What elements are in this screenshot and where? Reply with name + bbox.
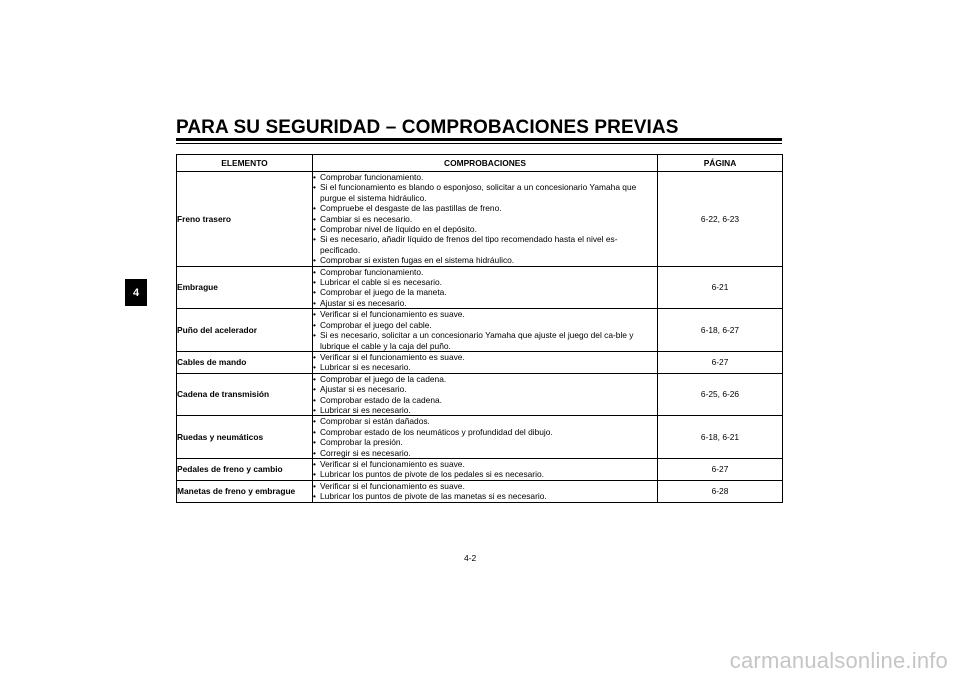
row-checks (313, 373, 658, 416)
row-item: Embrague (177, 266, 313, 309)
check-item: • Comprobar si existen fugas en el sistema hidráulico. (313, 255, 657, 265)
table-row (177, 373, 783, 416)
row-checks (313, 416, 658, 459)
checks-table (176, 154, 783, 503)
check-item: • Compruebe el desgaste de las pastillas de freno. (313, 203, 657, 213)
table-body (177, 172, 783, 503)
check-item: • Si es necesario, solicitar a un concesionario Yamaha que ajuste el juego del ca-ble y lubrique el cable y la caja del puño. (313, 330, 657, 351)
header-rule-thin (176, 143, 782, 144)
row-page-ref: 6-27 (658, 458, 783, 480)
check-list (313, 416, 657, 458)
table-row (177, 458, 783, 480)
table-row (177, 416, 783, 459)
page-title: PARA SU SEGURIDAD – COMPROBACIONES PREVIAS (176, 117, 679, 138)
row-page-ref: 6-22, 6-23 (658, 172, 783, 267)
row-item: Cables de mando (177, 351, 313, 373)
check-item: • Comprobar el juego de la maneta. (313, 287, 657, 297)
check-list (313, 481, 657, 502)
table-row (177, 309, 783, 352)
check-item: • Comprobar estado de los neumáticos y profundidad del dibujo. (313, 427, 657, 437)
row-item: Cadena de transmisión (177, 373, 313, 416)
check-item: • Comprobar estado de la cadena. (313, 395, 657, 405)
check-item: • Ajustar si es necesario. (313, 384, 657, 394)
header-rule (176, 138, 782, 141)
row-page-ref: 6-25, 6-26 (658, 373, 783, 416)
check-item: • Lubricar si es necesario. (313, 362, 657, 372)
page-number: 4-2 (464, 553, 477, 563)
check-item: • Lubricar el cable si es necesario. (313, 277, 657, 287)
row-checks (313, 458, 658, 480)
row-item: Pedales de freno y cambio (177, 458, 313, 480)
check-item: • Comprobar funcionamiento. (313, 172, 657, 182)
check-item: • Comprobar la presión. (313, 437, 657, 447)
check-list (313, 267, 657, 309)
row-item: Manetas de freno y embrague (177, 480, 313, 502)
check-list (313, 172, 657, 266)
row-page-ref: 6-18, 6-27 (658, 309, 783, 352)
table-row (177, 172, 783, 267)
check-item: • Comprobar funcionamiento. (313, 267, 657, 277)
check-item: • Lubricar si es necesario. (313, 405, 657, 415)
row-checks (313, 309, 658, 352)
row-page-ref: 6-28 (658, 480, 783, 502)
column-header-pagina: PÁGINA (658, 155, 783, 172)
row-page-ref: 6-27 (658, 351, 783, 373)
table-row (177, 351, 783, 373)
check-item: • Si el funcionamiento es blando o esponjoso, solicitar a un concesionario Yamaha que purgue el sistema hidráulico. (313, 182, 657, 203)
check-list (313, 374, 657, 416)
check-item: • Lubricar los puntos de pivote de las manetas si es necesario. (313, 491, 657, 501)
chapter-tab (125, 279, 147, 306)
column-header-comprobaciones: COMPROBACIONES (313, 155, 658, 172)
check-item: • Verificar si el funcionamiento es suave. (313, 481, 657, 491)
table-row (177, 266, 783, 309)
check-item: • Comprobar nivel de líquido en el depósito. (313, 224, 657, 234)
table-row (177, 480, 783, 502)
check-item: • Verificar si el funcionamiento es suave. (313, 309, 657, 319)
row-checks (313, 480, 658, 502)
row-item: Puño del acelerador (177, 309, 313, 352)
check-list (313, 459, 657, 480)
row-item: Freno trasero (177, 172, 313, 267)
check-item: • Lubricar los puntos de pivote de los pedales si es necesario. (313, 469, 657, 479)
check-item: • Verificar si el funcionamiento es suave. (313, 459, 657, 469)
row-item: Ruedas y neumáticos (177, 416, 313, 459)
chapter-tab-label: 4 (132, 286, 140, 299)
row-checks (313, 172, 658, 267)
row-page-ref: 6-21 (658, 266, 783, 309)
row-page-ref: 6-18, 6-21 (658, 416, 783, 459)
watermark: carmanualsonline.info (729, 648, 948, 673)
check-item: • Comprobar si están dañados. (313, 416, 657, 426)
check-item: • Si es necesario, añadir líquido de frenos del tipo recomendado hasta el nivel es-pecificado. (313, 234, 657, 255)
check-item: • Ajustar si es necesario. (313, 298, 657, 308)
row-checks (313, 266, 658, 309)
column-header-elemento: ELEMENTO (177, 155, 313, 172)
check-item: • Verificar si el funcionamiento es suave. (313, 352, 657, 362)
check-item: • Comprobar el juego del cable. (313, 320, 657, 330)
row-checks (313, 351, 658, 373)
check-list (313, 309, 657, 351)
check-item: • Corregir si es necesario. (313, 448, 657, 458)
check-item: • Comprobar el juego de la cadena. (313, 374, 657, 384)
check-list (313, 352, 657, 373)
table-header-row (177, 155, 783, 172)
check-item: • Cambiar si es necesario. (313, 214, 657, 224)
